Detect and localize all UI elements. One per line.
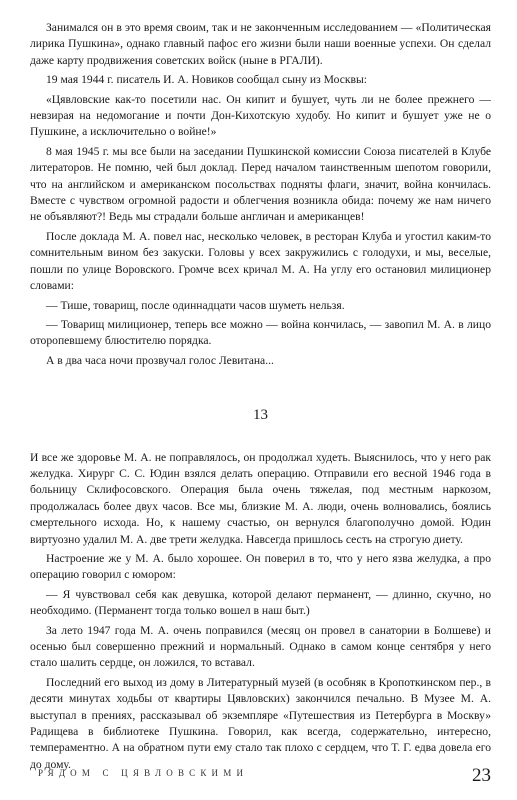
chapter-number: 13: [253, 407, 268, 424]
dialogue-line: — Товарищ милиционер, теперь все можно — война кончилась, — завопил М. А. в лицо оторопевшему блюстителю порядка.: [30, 317, 491, 348]
running-title: РЯДОМ С ЦЯВЛОВСКИМИ: [38, 767, 249, 778]
paragraph: За лето 1947 года М. А. очень поправился (месяц он провел в санатории в Болшеве) и осенью был совершенно прежний и нормальный. Однако в самом конце сентября у него стало шалить сердце, он ложился, то вставал.: [30, 623, 491, 670]
paragraph: Настроение же у М. А. было хорошее. Он поверил в то, что у него язва желудка, а про операцию говорил с юмором:: [30, 551, 491, 582]
page-number: 23: [472, 764, 491, 786]
dialogue-line: — Я чувствовал себя как девушка, которой делают перманент, — длинно, скучно, но необходимо. (Перманент тогда только вошел в наш быт.): [30, 587, 491, 618]
paragraph: 8 мая 1945 г. мы все были на заседании Пушкинской комиссии Союза писателей в Клубе литераторов. Не помню, чей был доклад. Перед началом таинственным шепотом говорили, что на английском и американском посольствах подняты флаги, значит, война кончилась. Вместе с чувством огромной радости и облегчения возникла обида: почему же нам ничего не объявляют?! Ведь мы страдали больше англичан и американцев!: [30, 144, 491, 224]
paragraph: А в два часа ночи прозвучал голос Левитана...: [46, 353, 274, 367]
page-footer: [30, 760, 491, 784]
text-block-top: [30, 20, 491, 369]
paragraph: Последний его выход из дому в Литературный музей (в особняк в Кропоткинском пер., в десяти минутах ходьбы от квартиры Цявловских) закончился печально. В Музее М. А. выступал в прениях, рассказывал об экземпляре «Путешествия из Петербурга в Москву» Радищева в библиотеке Пушкина. Говорил, как всегда, содержательно, интересно, темпераментно. А на обратном пути ему стало так плохо с сердцем, что Т. Г. едва довела его до дому.: [30, 675, 491, 771]
paragraph: 19 мая 1944 г. писатель И. А. Новиков сообщал сыну из Москвы:: [46, 73, 367, 87]
quote-paragraph: «Цявловские как-то посетили нас. Он кипит и бушует, чуть ли не более прежнего — невзирая на недомогание и почти Дон-Кихотскую худобу. Но кипит и бушует уже не о Пушкине, а исключительно о войне!»: [30, 92, 491, 139]
paragraph: И все же здоровье М. А. не поправлялось, он продолжал худеть. Выяснилось, что у него рак желудка. Хирург С. С. Юдин взялся делать операцию. Отправили его весной 1946 года в больницу Склифосовского. Операция была очень тяжелая, под местным наркозом, продолжалась более двух часов. Все мы, близкие М. А. люди, очень волновались, боялись смертельного исхода. Но, к нашему счастью, он вернулся благополучно домой. Юдин виртуозно удалил М. А. две трети желудка. Навсегда пришлось сесть на строгую диету.: [30, 450, 491, 546]
text-block-bottom: [30, 450, 491, 774]
paragraph: После доклада М. А. повел нас, несколько человек, в ресторан Клуба и угостил каким-то сомнительным вином без закуски. Головы у всех закружились с голодухи, и мы, веселые, пошли по улице Воровского. Громче всех кричал М. А. На углу его остановил милиционер словами:: [30, 229, 491, 293]
paragraph: Занимался он в это время своим, так и не законченным исследованием — «Политическая лирика Пушкина», однако главный пафос его жизни были наши военные успехи. Он сделал даже карту продвижения советских войск (ныне в РГАЛИ).: [30, 21, 491, 67]
dialogue-line: — Тише, товарищ, после одиннадцати часов шуметь нельзя.: [46, 298, 345, 312]
book-page: [30, 20, 491, 790]
